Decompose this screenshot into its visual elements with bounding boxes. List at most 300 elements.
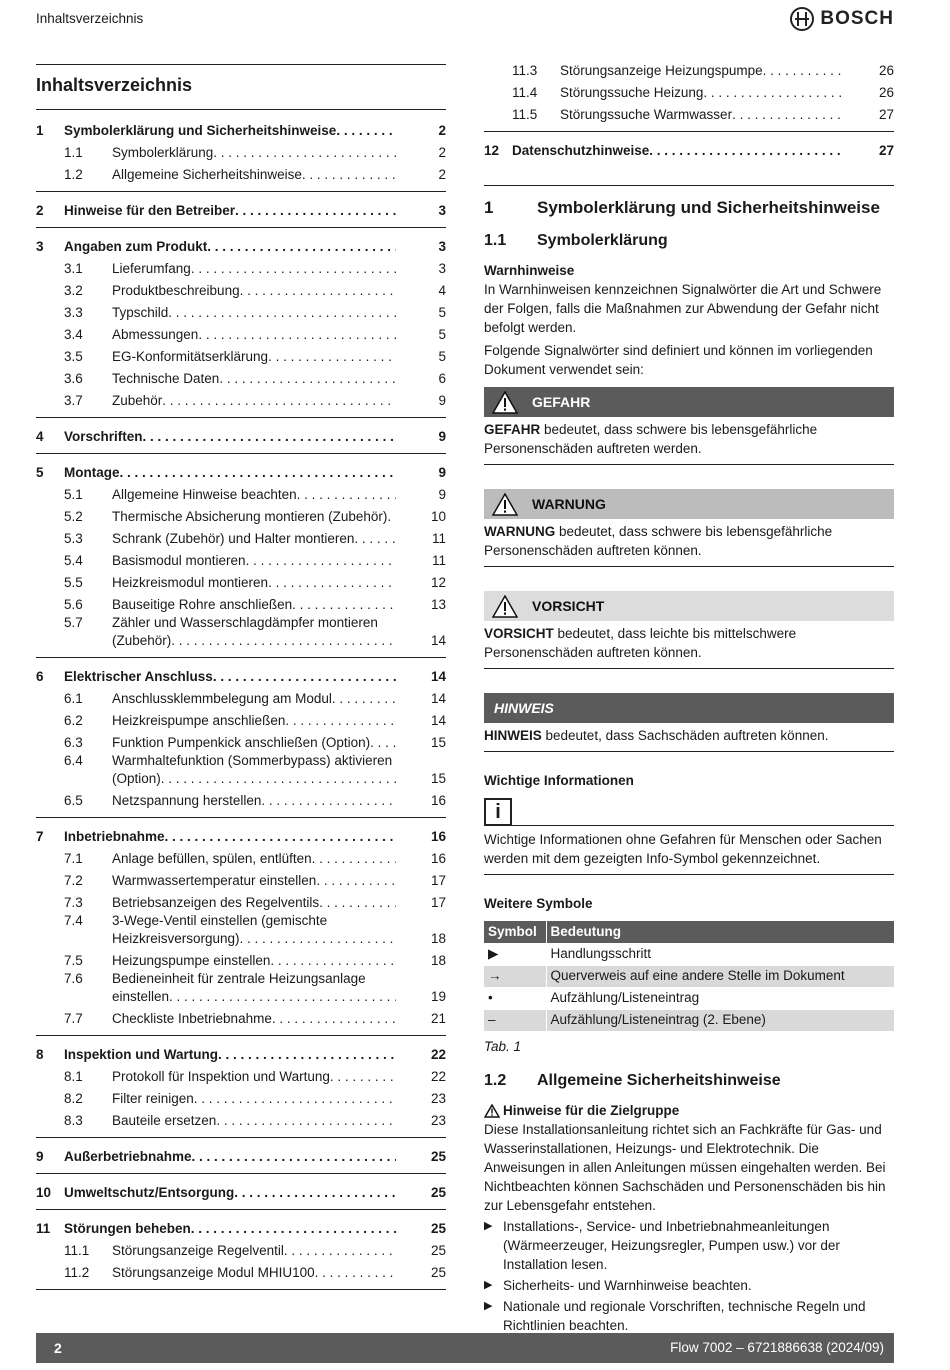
info-heading: Wichtige Informationen xyxy=(484,773,634,788)
toc-leader-dots xyxy=(292,596,396,614)
toc-entry-title xyxy=(112,952,396,970)
toc-entry-number: 5.2 xyxy=(64,509,83,524)
toc-entry[interactable] xyxy=(36,366,446,388)
toc-leader-dots xyxy=(261,792,396,810)
table-header-meaning: Bedeutung xyxy=(546,921,894,943)
toc-entry-page: 13 xyxy=(430,597,446,612)
toc-entry-text: Basismodul montieren xyxy=(112,553,246,568)
toc-leader-dots xyxy=(387,508,396,526)
toc-entry-title xyxy=(64,828,396,846)
toc-leader-dots xyxy=(319,894,396,912)
toc-entry-text: EG-Konformitätserklärung xyxy=(112,349,269,364)
toc-entry[interactable] xyxy=(36,344,446,366)
toc-entry-page: 23 xyxy=(430,1113,446,1128)
symbols-table xyxy=(484,921,894,1032)
warnhinweise-intro: In Warnhinweisen kennzeichnen Signalwörter die Art und Schwere der Folgen, falls die Maßnahmen zur Abwendung der Gefahr nicht befolgt werden. xyxy=(484,282,882,335)
toc-entry-text: Montage xyxy=(64,465,120,480)
toc-entry-page: 2 xyxy=(438,145,446,160)
toc-entry-title xyxy=(112,734,396,752)
toc-leader-dots xyxy=(763,62,844,80)
toc-entry[interactable] xyxy=(36,482,446,504)
toc-entry[interactable] xyxy=(36,868,446,890)
toc-entry-text: Produktbeschreibung xyxy=(112,283,240,298)
toc-entry-title xyxy=(112,392,396,410)
bosch-logo xyxy=(790,7,894,31)
toc-entry-text: Störungen beheben xyxy=(64,1221,191,1236)
toc-entry-title xyxy=(112,486,396,504)
toc-entry-number: 5 xyxy=(36,465,44,480)
toc-entry-title xyxy=(512,142,844,160)
toc-entry-text: Umweltschutz/Entsorgung xyxy=(64,1185,235,1200)
toc-entry-number: 1.1 xyxy=(64,145,83,160)
toc-entry-text: Störungsanzeige Regelventil xyxy=(112,1243,284,1258)
toc-entry-text: Vorschriften xyxy=(64,429,143,444)
toc-leader-dots xyxy=(234,1184,396,1202)
toc-leader-dots xyxy=(268,574,396,592)
toc-entry-number: 10 xyxy=(36,1185,52,1200)
section-number: 1.1 xyxy=(484,232,507,249)
toc-leader-dots xyxy=(315,1264,396,1282)
toc-entry-number: 3.2 xyxy=(64,283,83,298)
toc-leader-dots xyxy=(270,952,396,970)
toc-leader-dots xyxy=(302,166,396,184)
toc-entry-text: Typschild xyxy=(112,305,169,320)
toc-entry[interactable] xyxy=(36,846,446,868)
toc-entry[interactable] xyxy=(36,322,446,344)
toc-leader-dots xyxy=(703,84,844,102)
toc-entry-text: Störungsanzeige Modul MHIU100 xyxy=(112,1265,315,1280)
toc-entry-number: 7.3 xyxy=(64,895,83,910)
toc-entry[interactable] xyxy=(36,424,446,446)
toc-entry[interactable] xyxy=(36,1064,446,1086)
toc-entry-title xyxy=(112,1264,396,1282)
gefahr-label: GEFAHR xyxy=(532,394,591,410)
toc-leader-dots xyxy=(240,282,396,300)
toc-leader-dots xyxy=(171,632,396,650)
toc-entry-title xyxy=(112,712,396,730)
toc-entry[interactable] xyxy=(36,788,446,810)
toc-entry-number: 5.5 xyxy=(64,575,83,590)
toc-entry-title xyxy=(64,238,396,256)
toc-entry[interactable] xyxy=(36,1216,446,1238)
toc-sections xyxy=(36,109,446,1290)
toc-entry-page: 6 xyxy=(438,371,446,386)
toc-entry-title-line2 xyxy=(112,632,396,650)
table-cell-meaning: Aufzählung/Listeneintrag (2. Ebene) xyxy=(546,1009,894,1031)
toc-entry-page: 5 xyxy=(438,327,446,342)
toc-entry-text: Filter reinigen xyxy=(112,1091,194,1106)
toc-entry-title xyxy=(112,530,396,548)
toc-entry-number: 3.5 xyxy=(64,349,83,364)
toc-entry[interactable] xyxy=(36,970,446,1006)
toc-entry-text: Störungssuche Warmwasser xyxy=(560,107,733,122)
toc-leader-dots xyxy=(330,1068,396,1086)
toc-entry-title-line2 xyxy=(112,988,396,1006)
toc-entry-page: 3 xyxy=(438,239,446,254)
toc-entry[interactable] xyxy=(36,570,446,592)
toc-entry-text: Anschlussklemmbelegung am Modul xyxy=(112,691,332,706)
toc-entry-title xyxy=(112,850,396,868)
toc-title: Inhaltsverzeichnis xyxy=(36,64,446,97)
toc-entry[interactable] xyxy=(36,278,446,300)
toc-leader-dots xyxy=(192,1148,396,1166)
page-footer xyxy=(36,1333,894,1363)
table-cell-meaning: Handlungsschritt xyxy=(546,943,894,965)
vorsicht-word: VORSICHT xyxy=(484,626,554,641)
toc-entry[interactable] xyxy=(36,664,446,686)
toc-entry-number: 11.2 xyxy=(64,1265,90,1280)
toc-entry-page: 22 xyxy=(430,1069,446,1084)
toc-entry-page: 15 xyxy=(430,771,446,786)
toc-entry[interactable] xyxy=(36,948,446,970)
toc-entry[interactable] xyxy=(36,198,446,220)
chapter-title: Symbolerklärung und Sicherheitshinweise xyxy=(537,198,880,217)
toc-entry[interactable] xyxy=(36,1086,446,1108)
toc-entry[interactable] xyxy=(36,890,446,912)
toc-leader-dots xyxy=(120,464,397,482)
toc-entry-number: 7.4 xyxy=(64,913,83,928)
toc-entry-text: Heizkreispumpe anschließen xyxy=(112,713,286,728)
toc-entry[interactable] xyxy=(36,526,446,548)
toc-leader-dots xyxy=(316,872,396,890)
toc-entry-number: 11.5 xyxy=(512,107,538,122)
toc-entry-text: Schrank (Zubehör) und Halter montieren xyxy=(112,531,355,546)
toc-entry[interactable] xyxy=(484,58,894,80)
toc-leader-dots xyxy=(312,850,396,868)
toc-entry-title xyxy=(64,668,396,686)
toc-entry-page: 9 xyxy=(438,429,446,444)
toc-entry-title-line1: Zähler und Wasserschlagdämpfer montieren xyxy=(112,615,378,630)
toc-entry-number: 5.1 xyxy=(64,487,83,502)
toc-leader-dots xyxy=(194,1090,396,1108)
warning-triangle-icon xyxy=(484,1104,500,1118)
toc-entry-text: Protokoll für Inspektion und Wartung xyxy=(112,1069,330,1084)
toc-entry[interactable] xyxy=(36,300,446,322)
toc-entry[interactable] xyxy=(36,912,446,948)
toc-entry-text: Lieferumfang xyxy=(112,261,191,276)
warning-triangle-icon xyxy=(492,493,518,516)
toc-entry[interactable] xyxy=(36,162,446,184)
toc-entry[interactable] xyxy=(36,504,446,526)
toc-entry-title xyxy=(112,912,396,948)
toc-leader-dots xyxy=(213,668,396,686)
toc-entry[interactable] xyxy=(484,102,894,124)
toc-entry-title-line1: 3-Wege-Ventil einstellen (gemischte xyxy=(112,913,328,928)
toc-entry-page: 11 xyxy=(431,553,446,568)
action-step-icon: ▶ xyxy=(484,1219,493,1232)
toc-entry-number: 5.6 xyxy=(64,597,83,612)
toc-entry-title xyxy=(112,552,396,570)
table-caption: Tab. 1 xyxy=(484,1038,522,1054)
toc-section xyxy=(36,192,446,228)
toc-entry-title xyxy=(112,1090,396,1108)
toc-entry-number: 8.2 xyxy=(64,1091,83,1106)
list-item-text: Sicherheits- und Warnhinweise beachten. xyxy=(503,1277,752,1293)
warnung-desc: bedeutet, dass schwere bis lebensgefährliche Personenschäden auftreten können. xyxy=(484,524,833,558)
toc-entry-page: 25 xyxy=(430,1149,446,1164)
toc-entry[interactable] xyxy=(36,730,446,752)
vorsicht-desc: bedeutet, dass leichte bis mittelschwere Personenschäden auftreten können. xyxy=(484,626,797,660)
toc-entry[interactable] xyxy=(36,686,446,708)
section-number: 1.2 xyxy=(484,1071,507,1089)
toc-entry[interactable] xyxy=(36,1260,446,1282)
toc-entry-text: Symbolerklärung und Sicherheitshinweise xyxy=(64,123,337,138)
toc-leader-dots xyxy=(219,370,396,388)
toc-entry-title-cont: (Option) xyxy=(112,771,161,786)
signalwords-intro: Folgende Signalwörter sind definiert und können im vorliegenden Dokument verwendet sein: xyxy=(484,343,873,377)
toc-leader-dots xyxy=(169,988,396,1006)
toc-entry-title xyxy=(112,1242,396,1260)
toc-entry-number: 6.3 xyxy=(64,735,83,750)
toc-entry-text: Betriebsanzeigen des Regelventils xyxy=(112,895,320,910)
toc-entry-title xyxy=(112,614,396,650)
toc-entry-title xyxy=(112,690,396,708)
toc-continued xyxy=(484,58,894,167)
toc-entry-title-cont: Heizkreisversorgung) xyxy=(112,931,240,946)
toc-entry-number: 6.5 xyxy=(64,793,83,808)
list-item-text: Nationale und regionale Vorschriften, technische Regeln und Richtlinien beachten. xyxy=(503,1298,866,1333)
chapter-number: 1 xyxy=(484,198,494,217)
table-row xyxy=(484,965,894,987)
toc-leader-dots xyxy=(165,828,396,846)
vorsicht-label: VORSICHT xyxy=(532,598,605,614)
toc-leader-dots xyxy=(162,392,396,410)
toc-entry-page: 4 xyxy=(438,283,446,298)
toc-leader-dots xyxy=(218,1046,396,1064)
toc-entry-title xyxy=(112,574,396,592)
toc-entry-title xyxy=(112,282,396,300)
gefahr-bar xyxy=(484,387,894,417)
action-step-icon: ▶ xyxy=(484,943,546,965)
info-icon: i xyxy=(484,798,512,826)
toc-entry-number: 11.4 xyxy=(512,85,538,100)
toc-entry[interactable] xyxy=(36,388,446,410)
toc-entry[interactable] xyxy=(36,708,446,730)
toc-entry-number: 9 xyxy=(36,1149,44,1164)
toc-entry-page: 12 xyxy=(430,575,446,590)
toc-entry-text: Inspektion und Wartung xyxy=(64,1047,218,1062)
document-id: Flow 7002 – 6721886638 (2024/09) xyxy=(670,1340,884,1355)
table-row xyxy=(484,1009,894,1031)
warnhinweise-heading: Warnhinweise xyxy=(484,263,575,278)
toc-entry-page: 27 xyxy=(878,143,894,158)
toc-entry-number: 3.7 xyxy=(64,393,83,408)
toc-entry[interactable] xyxy=(484,80,894,102)
toc-entry-number: 11.1 xyxy=(64,1243,90,1258)
toc-entry-title-line2 xyxy=(112,770,396,788)
toc-entry-text: Netzspannung herstellen xyxy=(112,793,262,808)
toc-section xyxy=(36,228,446,418)
toc-entry-title xyxy=(112,144,396,162)
brand-name: BOSCH xyxy=(820,8,894,29)
toc-entry-title-cont: (Zubehör) xyxy=(112,633,172,648)
toc-entry-text: Checkliste Inbetriebnahme xyxy=(112,1011,272,1026)
toc-entry-title xyxy=(64,1148,396,1166)
toc-entry-page: 22 xyxy=(430,1047,446,1062)
toc-entry-title xyxy=(560,62,844,80)
toc-entry-title xyxy=(64,122,396,140)
warnung-bar xyxy=(484,489,894,519)
toc-entry-number: 3.1 xyxy=(64,261,83,276)
list-item-text: Installations-, Service- und Inbetriebnahmeanleitungen (Wärmeerzeuger, Heizungsregler, Pumpen usw.) vor der Installation lesen. xyxy=(503,1218,840,1272)
toc-entry[interactable] xyxy=(36,460,446,482)
toc-entry[interactable] xyxy=(36,1180,446,1202)
toc-entry-title xyxy=(560,84,844,102)
toc-entry[interactable] xyxy=(36,592,446,614)
dash-icon: – xyxy=(484,1009,546,1031)
toc-entry-title xyxy=(112,370,396,388)
toc-section xyxy=(484,58,894,132)
toc-entry[interactable] xyxy=(36,256,446,278)
toc-entry-number: 8.1 xyxy=(64,1069,83,1084)
toc-entry-text: Thermische Absicherung montieren (Zubehör) xyxy=(112,509,388,524)
list-item xyxy=(484,1276,894,1295)
info-text: Wichtige Informationen ohne Gefahren für Menschen oder Sachen werden mit dem gezeigten Info-Symbol gekennzeichnet. xyxy=(484,826,894,875)
toc-entry-title-line1: Bedieneinheit für zentrale Heizungsanlage xyxy=(112,971,366,986)
hinweis-text xyxy=(484,723,894,752)
toc-entry-page: 23 xyxy=(430,1091,446,1106)
toc-entry-page: 14 xyxy=(430,633,446,648)
toc-entry-title xyxy=(112,326,396,344)
cross-reference-arrow-icon: → xyxy=(484,965,546,987)
toc-leader-dots xyxy=(354,530,396,548)
toc-entry-text: Abmessungen xyxy=(112,327,199,342)
toc-entry-text: Technische Daten xyxy=(112,371,220,386)
toc-entry-title xyxy=(112,792,396,810)
toc-entry-number: 4 xyxy=(36,429,44,444)
toc-leader-dots xyxy=(143,428,396,446)
toc-entry-page: 9 xyxy=(438,465,446,480)
toc-entry-page: 9 xyxy=(438,393,446,408)
target-group-text: Diese Installationsanleitung richtet sich an Fachkräfte für Gas- und Wasserinstallationen, Heizungs- und Elektrotechnik. Die Anweisungen in allen Anleitungen müssen eingehalten werden. Bei Nichtbeachten können Sachschäden und Personenschäden bis hin zur Lebensgefahr entstehen. xyxy=(484,1121,886,1213)
toc-entry-page: 18 xyxy=(430,931,446,946)
toc-entry-number: 8.3 xyxy=(64,1113,83,1128)
list-item xyxy=(484,1297,894,1335)
toc-entry[interactable] xyxy=(36,1042,446,1064)
hinweis-desc: bedeutet, dass Sachschäden auftreten können. xyxy=(541,728,829,743)
toc-entry-number: 3 xyxy=(36,239,44,254)
table-of-contents xyxy=(36,64,446,1290)
toc-entry-text: Heizungspumpe einstellen xyxy=(112,953,271,968)
toc-leader-dots xyxy=(732,106,844,124)
toc-entry[interactable] xyxy=(36,548,446,570)
toc-leader-dots xyxy=(235,202,396,220)
toc-entry[interactable] xyxy=(36,234,446,256)
toc-entry-page: 14 xyxy=(430,669,446,684)
toc-entry-title xyxy=(112,872,396,890)
toc-entry-number: 5.3 xyxy=(64,531,83,546)
toc-entry-number: 1.2 xyxy=(64,167,83,182)
warning-triangle-icon xyxy=(492,391,518,414)
list-item xyxy=(484,1217,894,1274)
toc-entry-number: 8 xyxy=(36,1047,44,1062)
action-step-icon: ▶ xyxy=(484,1278,493,1291)
toc-entry[interactable] xyxy=(36,752,446,788)
target-group-heading xyxy=(484,1102,894,1120)
toc-leader-dots xyxy=(332,690,396,708)
toc-entry[interactable] xyxy=(36,614,446,650)
toc-entry-text: Außerbetriebnahme xyxy=(64,1149,192,1164)
section-title: Allgemeine Sicherheitshinweise xyxy=(537,1071,781,1089)
toc-leader-dots xyxy=(213,144,396,162)
toc-section xyxy=(36,658,446,818)
gefahr-desc: bedeutet, dass schwere bis lebensgefährliche Personenschäden auftreten werden. xyxy=(484,422,818,456)
toc-entry[interactable] xyxy=(36,118,446,140)
bosch-armature-icon xyxy=(790,7,814,31)
toc-leader-dots xyxy=(297,486,396,504)
toc-entry-title xyxy=(112,1068,396,1086)
toc-entry-page: 9 xyxy=(438,487,446,502)
toc-entry-number: 7.2 xyxy=(64,873,83,888)
toc-entry-title xyxy=(112,508,396,526)
toc-entry-text: Symbolerklärung xyxy=(112,145,214,160)
toc-entry-number: 7.1 xyxy=(64,851,83,866)
toc-entry-number: 6.4 xyxy=(64,753,83,768)
warnung-word: WARNUNG xyxy=(484,524,556,539)
toc-entry-title xyxy=(112,1010,396,1028)
target-group-title: Hinweise für die Zielgruppe xyxy=(503,1102,680,1118)
chapter-heading xyxy=(484,185,894,220)
toc-entry-page: 25 xyxy=(430,1265,446,1280)
toc-entry[interactable] xyxy=(36,824,446,846)
toc-entry-page: 25 xyxy=(430,1185,446,1200)
toc-entry[interactable] xyxy=(36,140,446,162)
toc-leader-dots xyxy=(198,326,396,344)
toc-entry-title xyxy=(64,202,396,220)
toc-entry-page: 17 xyxy=(430,895,446,910)
toc-entry[interactable] xyxy=(36,1006,446,1028)
toc-entry-text: Datenschutzhinweise xyxy=(512,143,650,158)
toc-leader-dots xyxy=(285,712,396,730)
section-heading-1-1 xyxy=(484,230,894,252)
toc-section xyxy=(36,1036,446,1138)
toc-leader-dots xyxy=(168,304,396,322)
toc-entry[interactable] xyxy=(36,1108,446,1130)
toc-entry-page: 26 xyxy=(878,63,894,78)
table-row xyxy=(484,943,894,965)
toc-entry-text: Elektrischer Anschluss xyxy=(64,669,213,684)
toc-leader-dots xyxy=(216,1112,396,1130)
gefahr-word: GEFAHR xyxy=(484,422,541,437)
page-number: 2 xyxy=(54,1340,62,1356)
action-step-icon: ▶ xyxy=(484,1299,493,1312)
toc-entry-number: 6.1 xyxy=(64,691,83,706)
toc-leader-dots xyxy=(161,770,396,788)
toc-leader-dots xyxy=(336,122,396,140)
table-row xyxy=(484,987,894,1009)
toc-entry[interactable] xyxy=(484,138,894,160)
toc-leader-dots xyxy=(191,1220,396,1238)
toc-entry-number: 3.4 xyxy=(64,327,83,342)
warnung-label: WARNUNG xyxy=(532,496,606,512)
toc-entry-page: 11 xyxy=(431,531,446,546)
hinweis-bar: HINWEIS xyxy=(484,693,894,723)
toc-entry-page: 2 xyxy=(438,123,446,138)
toc-entry-title xyxy=(112,166,396,184)
toc-entry-text: Allgemeine Sicherheitshinweise xyxy=(112,167,302,182)
toc-entry-number: 12 xyxy=(484,143,500,158)
toc-entry-page: 5 xyxy=(438,349,446,364)
toc-entry[interactable] xyxy=(36,1238,446,1260)
toc-entry[interactable] xyxy=(36,1144,446,1166)
toc-entry-page: 25 xyxy=(430,1221,446,1236)
toc-entry-title xyxy=(64,464,396,482)
toc-entry-title xyxy=(112,260,396,278)
content-column xyxy=(484,58,894,1337)
table-header-symbol: Symbol xyxy=(484,921,546,943)
toc-leader-dots xyxy=(284,1242,396,1260)
toc-entry-number: 7.5 xyxy=(64,953,83,968)
